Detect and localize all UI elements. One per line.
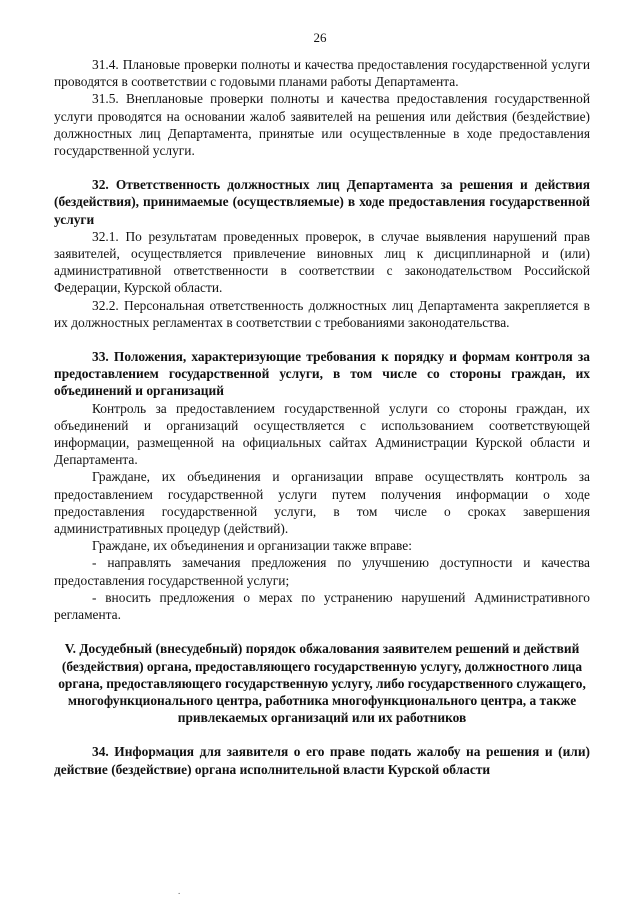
page-content bbox=[54, 56, 590, 778]
heading-32: 32. Ответственность должностных лиц Департамента за решения и действия (бездействия), принимаемые (осуществляемые) в ходе предоставления государственной услуги bbox=[54, 177, 590, 227]
paragraph-33-item-2: - вносить предложения о мерах по устранению нарушений Административного регламента. bbox=[54, 589, 590, 623]
page-number: 26 bbox=[313, 30, 327, 45]
spacer bbox=[54, 726, 590, 743]
spacer bbox=[54, 159, 590, 176]
paragraph-33-item-1: - направлять замечания предложения по улучшению доступности и качества предоставления государственной услуги; bbox=[54, 555, 590, 588]
spacer bbox=[54, 623, 590, 640]
section-v-heading: V. Досудебный (внесудебный) порядок обжалования заявителем решений и действий (бездействия) органа, предоставляющего государственную услугу, должностного лица органа, предоставляющего государственную услугу, либо государственного служащего, многофункционального центра, работника многофункционального центра, а также привлекаемых организаций или их работников bbox=[58, 641, 586, 726]
heading-34: 34. Информация для заявителя о его праве подать жалобу на решения и (или) действие (бездействие) органа исполнительной власти Курской области bbox=[54, 744, 590, 777]
heading-33: 33. Положения, характеризующие требования к порядку и формам контроля за предоставлением государственной услуги, в том числе со стороны граждан, их объединений и организаций bbox=[54, 349, 590, 399]
paragraph-33-rights: Граждане, их объединения и организации вправе осуществлять контроль за предоставлением государственной услуги путем получения информации о ходе предоставления государственной услуги, в том числе о сроках завершения административных процедур (действий). bbox=[54, 469, 590, 537]
paragraph-32-2: 32.2. Персональная ответственность должностных лиц Департамента закрепляется в их должностных регламентах в соответствии с требованиями законодательства. bbox=[54, 297, 590, 330]
scan-mark: . bbox=[178, 886, 181, 896]
spacer bbox=[54, 331, 590, 348]
paragraph-33-control: Контроль за предоставлением государственной услуги со стороны граждан, их объединений и организаций осуществляется с использованием соответствующей информации, размещенной на официальных сайтах Администрации Курской области и Департамента. bbox=[54, 400, 590, 468]
paragraph-31-5: 31.5. Внеплановые проверки полноты и качества предоставления государственной услуги проводятся на основании жалоб заявителей на решения или действия (бездействие) должностных лиц Департамента, принятые или осуществленные в ходе предоставления государственной услуги. bbox=[54, 91, 590, 159]
paragraph-33-also: Граждане, их объединения и организации также вправе: bbox=[92, 538, 412, 554]
paragraph-31-4: 31.4. Плановые проверки полноты и качества предоставления государственной услуги проводятся в соответствии с годовыми планами работы Департамента. bbox=[54, 57, 590, 90]
paragraph-32-1: 32.1. По результатам проведенных проверок, в случае выявления нарушений прав заявителей, осуществляется привлечение виновных лиц к дисциплинарной и (или) административной ответственности в соответствии с законодательством Российской Федерации, Курской области. bbox=[54, 228, 590, 296]
